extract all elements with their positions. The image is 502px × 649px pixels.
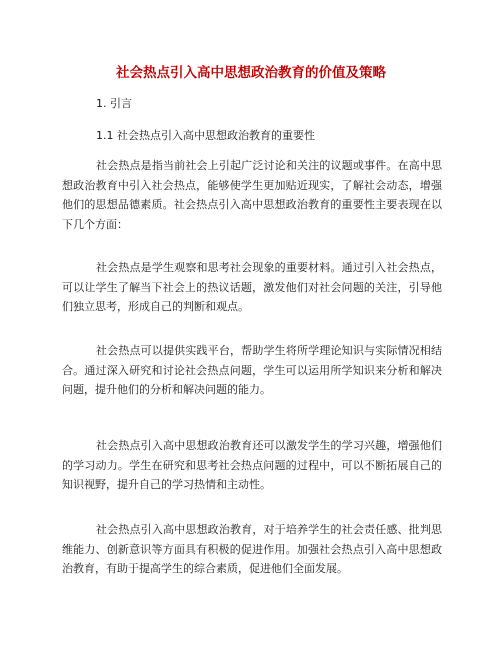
paragraph-practice: 社会热点可以提供实践平台，帮助学生将所学理论知识与实际情况相结合。通过深入研究和讨论社会热点问题，学生可以运用所学知识来分析和解决问题，提升他们的分析和解决问题的能力。: [62, 344, 442, 397]
subsection-heading: 1.1 社会热点引入高中思想政治教育的重要性: [96, 129, 315, 142]
paragraph-interest: 社会热点引入高中思想政治教育还可以激发学生的学习兴趣，增强他们的学习动力。学生在研究和思考社会热点问题的过程中，可以不断拓展自己的知识视野，提升自己的学习热情和主动性。: [62, 439, 442, 492]
paragraph-development: 社会热点引入高中思想政治教育，对于培养学生的社会责任感、批判思维能力、创新意识等方面具有积极的促进作用。加强社会热点引入高中思想政治教育，有助于提高学生的综合素质，促进他们全面发展。: [62, 523, 442, 576]
section-heading: 1. 引言: [96, 97, 132, 110]
paragraph-intro: 社会热点是指当前社会上引起广泛讨论和关注的议题或事件。在高中思想政治教育中引入社会热点，能够使学生更加贴近现实，了解社会动态，增强他们的思想品德素质。社会热点引入高中思想政治教育的重要性主要表现在以下几个方面：: [62, 159, 442, 231]
paragraph-observation: 社会热点是学生观察和思考社会现象的重要材料。通过引入社会热点，可以让学生了解当下社会上的热议话题，激发他们对社会问题的关注，引导他们独立思考，形成自己的判断和观点。: [62, 261, 442, 314]
document-title: 社会热点引入高中思想政治教育的价值及策略: [116, 65, 386, 81]
